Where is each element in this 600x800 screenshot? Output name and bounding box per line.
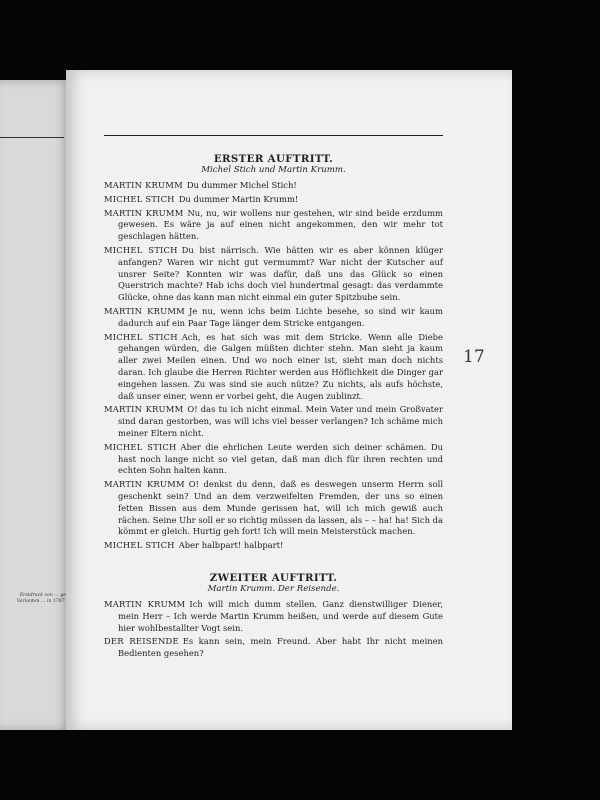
speaker-name: MARTIN KRUMM <box>104 180 183 190</box>
dialogue-line <box>104 180 443 192</box>
scene-2-heading: ZWEITER AUFTRITT. <box>209 571 338 584</box>
left-page-rule <box>0 137 64 138</box>
speaker-name: MICHEL STICH <box>104 331 178 342</box>
dialogue-text: Je nu, wenn ichs beim Lichte besehe, so sind wir kaum dadurch auf ein Paar Tage länger dem Stricke entgangen. <box>118 305 443 328</box>
dialogue-text: Du bist närrisch. Wie hätten wir es aber können klüger anfangen? Waren wir nicht gut vermummt? War nicht der Kutscher auf unsrer Seite? Konnten wir was dafür, daß uns das Glück so einen Querstrich machte? Hab ichs doch viel hundertmal gesagt: das verdammte Glücke, ohne das kann man nicht einmal ein guter Spitzbube sein. <box>118 244 443 303</box>
speaker-name: MICHEL STICH <box>104 540 175 551</box>
dialogue-line <box>104 245 443 304</box>
dialogue-line <box>104 636 443 660</box>
left-page-margin-note: Erstdruck von … ge Varianten … in 1767. <box>16 593 66 605</box>
scene-1-dialogue <box>104 180 443 552</box>
scene-2-subtitle: Martin Krumm. Der Reisende. <box>207 583 340 594</box>
dialogue-line <box>104 194 443 206</box>
page-number: 17 <box>463 347 485 367</box>
dialogue-line <box>104 540 443 552</box>
speaker-name: MICHEL STICH <box>104 193 175 204</box>
dialogue-line <box>104 442 443 477</box>
dialogue-text: Du dummer Michel Stich! <box>186 180 297 190</box>
dialogue-text: Nu, nu, wir wollens nur gestehen, wir sind beide erzdumm gewesen. Es wäre ja auf einen nicht angekommen, den wir mehr tot geschlagen hätten. <box>118 207 443 242</box>
dialogue-text: O! das tu ich nicht einmal. Mein Vater und mein Großvater sind daran gestorben, was will ichs viel besser verlangen? Ich schäme mich meiner Eltern nicht. <box>118 404 443 438</box>
header-rule <box>104 135 443 136</box>
speaker-name: MARTIN KRUMM <box>104 207 184 218</box>
speaker-name: MARTIN KRUMM <box>104 404 184 415</box>
dialogue-line <box>104 404 443 439</box>
dialogue-line <box>104 332 443 403</box>
left-page <box>0 80 70 730</box>
text-block <box>104 145 443 662</box>
speaker-name: MICHEL STICH <box>104 441 177 452</box>
dialogue-line <box>104 599 443 634</box>
speaker-name: MARTIN KRUMM <box>104 305 185 316</box>
scene-1-heading: ERSTER AUFTRITT. <box>213 153 334 165</box>
dialogue-line <box>104 306 443 330</box>
dialogue-text: Es kann sein, mein Freund. Aber habt Ihr nicht meinen Bedienten gesehen? <box>118 636 443 659</box>
speaker-name: DER REISENDE <box>104 636 179 647</box>
dialogue-text: Aber halbpart! halbpart! <box>178 540 284 551</box>
dialogue-text: Ach, es hat sich was mit dem Stricke. Wenn alle Diebe gehangen würden, die Galgen müßten dichter stehn. Man sieht ja kaum aller zwei Meilen einen. Und wo noch einer ist, sieht man doch nichts daran. Ich glaube die Herren Richter werden aus Höflichkeit die Dinger gar eingehen lassen. Zu was sind sie auch nütze? Zu nichts, als aufs höchste, daß unser einer, wenn er vorbei geht, die Augen zublinzt. <box>118 331 444 401</box>
scene-2-dialogue <box>104 599 443 660</box>
speaker-name: MARTIN KRUMM <box>104 598 186 609</box>
dialogue-line <box>104 208 443 243</box>
dialogue-text: Du dummer Martin Krumm! <box>178 193 299 204</box>
speaker-name: MARTIN KRUMM <box>104 479 185 490</box>
dialogue-text: Ich will mich dumm stellen. Ganz dienstwilliger Diener, mein Herr – Ich werde Martin Krumm heißen, und werde auf diesem Gute hier wohlbestallter Vogt sein. <box>118 598 443 633</box>
speaker-name: MICHEL STICH <box>104 244 178 255</box>
dialogue-text: Aber die ehrlichen Leute werden sich deiner schämen. Du hast noch lange nicht so viel getan, daß man dich für ihren rechten und echten Sohn halten kann. <box>118 441 443 476</box>
scene-1-subtitle: Michel Stich und Martin Krumm. <box>201 165 346 175</box>
dialogue-text: O! denkst du denn, daß es deswegen unserm Herrn soll geschenkt sein? Und an dem verzweifelten Fremden, der uns so einen fetten Bissen aus dem Munde gerissen hat, will ich mich gewiß auch rächen. Seine Uhr soll er so richtig müssen da lassen, als – – ha! ha! Sich da kömmt er gleich. Hurtig geh fort! Ich will mein Meisterstück machen. <box>118 479 443 537</box>
dialogue-line <box>104 479 443 538</box>
